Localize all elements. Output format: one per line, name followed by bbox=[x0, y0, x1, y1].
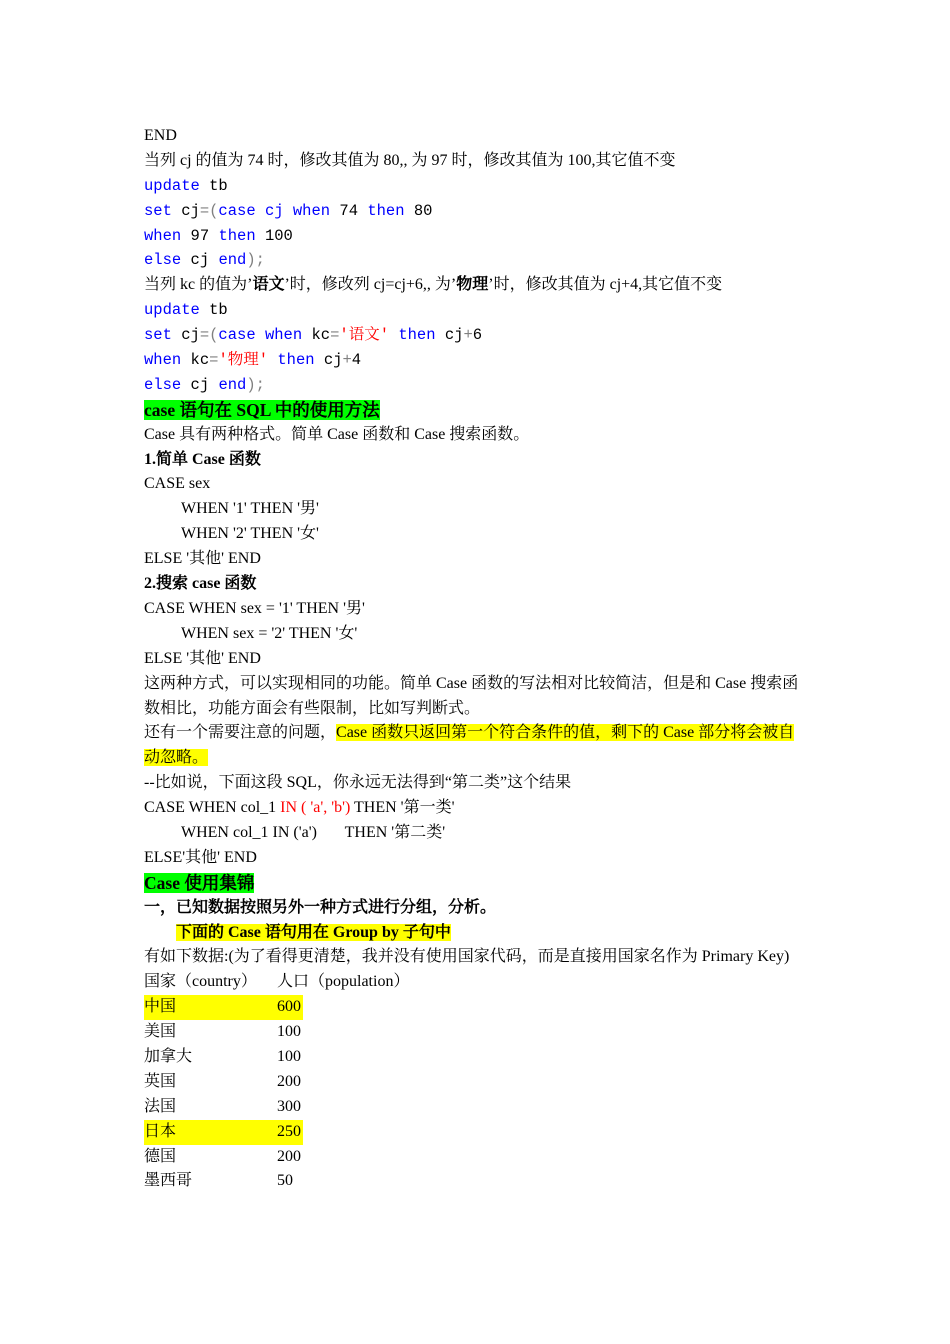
description-cj: 当列 cj 的值为 74 时，修改其值为 80,, 为 97 时，修改其值为 100,其它值不变 bbox=[144, 151, 676, 169]
sql1-line4: else cj end); bbox=[144, 251, 265, 270]
table-row: 德国 200 bbox=[144, 1147, 301, 1165]
subheading-simple-case: 1.简单 Case 函数 bbox=[144, 450, 261, 468]
paragraph-data-intro: 有如下数据:(为了看得更清楚，我并没有使用国家代码，而是直接用国家名作为 Primary Key) bbox=[144, 948, 790, 966]
sql1-line3: when 97 then 100 bbox=[144, 226, 293, 245]
sql1-line1: update tb bbox=[144, 176, 228, 195]
subheading-group-by: 下面的 Case 语句用在 Group by 子句中 bbox=[176, 923, 451, 941]
code-else-3: ELSE'其他' END bbox=[144, 848, 257, 866]
sql1-line2: set cj=(case cj when 74 then 80 bbox=[144, 201, 433, 220]
table-header: 国家（country） 人口（population） bbox=[144, 973, 410, 991]
code-case-sex: CASE sex bbox=[144, 475, 211, 493]
subheading-search-case: 2.搜索 case 函数 bbox=[144, 575, 257, 593]
paragraph-two-formats: Case 具有两种格式。简单 Case 函数和 Case 搜索函数。 bbox=[144, 425, 530, 443]
text-end: END bbox=[144, 127, 177, 144]
sql2-line4: else cj end); bbox=[144, 375, 265, 394]
code-when-1: WHEN '1' THEN '男' bbox=[181, 500, 319, 518]
code-case-col1: CASE WHEN col_1 IN ( 'a', 'b') THEN '第一类' bbox=[144, 799, 455, 817]
code-else-1: ELSE '其他' END bbox=[144, 550, 261, 568]
paragraph-comparison: 这两种方式，可以实现相同的功能。简单 Case 函数的写法相对比较简洁，但是和 Case 搜索函数相比，功能方面会有些限制，比如写判断式。 bbox=[144, 674, 799, 717]
section-heading-case-collection: Case 使用集锦 bbox=[144, 872, 255, 893]
code-when-sex-2: WHEN sex = '2' THEN '女' bbox=[181, 624, 358, 642]
table-row: 美国 100 bbox=[144, 1023, 301, 1041]
subheading-grouping: 一，已知数据按照另外一种方式进行分组，分析。 bbox=[144, 898, 497, 916]
paragraph-notice: 还有一个需要注意的问题，Case 函数只返回第一个符合条件的值，剩下的 Case 部分将会被自动忽略。 bbox=[144, 724, 795, 767]
sql2-line2: set cj=(case when kc='语文' then cj+6 bbox=[144, 326, 483, 345]
comment-example: --比如说，下面这段 SQL，你永远无法得到“第二类”这个结果 bbox=[144, 774, 572, 792]
table-row: 墨西哥 50 bbox=[144, 1172, 293, 1190]
table-row: 加拿大 100 bbox=[144, 1048, 301, 1066]
sql2-line1: update tb bbox=[144, 301, 228, 320]
sql2-line3: when kc='物理' then cj+4 bbox=[144, 351, 362, 370]
table-row: 英国 200 bbox=[144, 1072, 301, 1090]
description-kc: 当列 kc 的值为’语文’时，修改列 cj=cj+6,, 为’物理’时，修改其值为 cj+4,其它值不变 bbox=[144, 276, 723, 294]
document-page bbox=[144, 124, 809, 1194]
table-row: 日本 250 bbox=[144, 1120, 809, 1145]
section-heading-case-sql: case 语句在 SQL 中的使用方法 bbox=[144, 399, 380, 420]
code-when-col1: WHEN col_1 IN ('a') THEN '第二类' bbox=[181, 824, 446, 841]
code-when-2: WHEN '2' THEN '女' bbox=[181, 525, 319, 543]
table-row: 法国 300 bbox=[144, 1097, 301, 1115]
code-case-when-sex-1: CASE WHEN sex = '1' THEN '男' bbox=[144, 599, 365, 617]
table-row: 中国 600 bbox=[144, 995, 809, 1020]
code-else-2: ELSE '其他' END bbox=[144, 649, 261, 667]
